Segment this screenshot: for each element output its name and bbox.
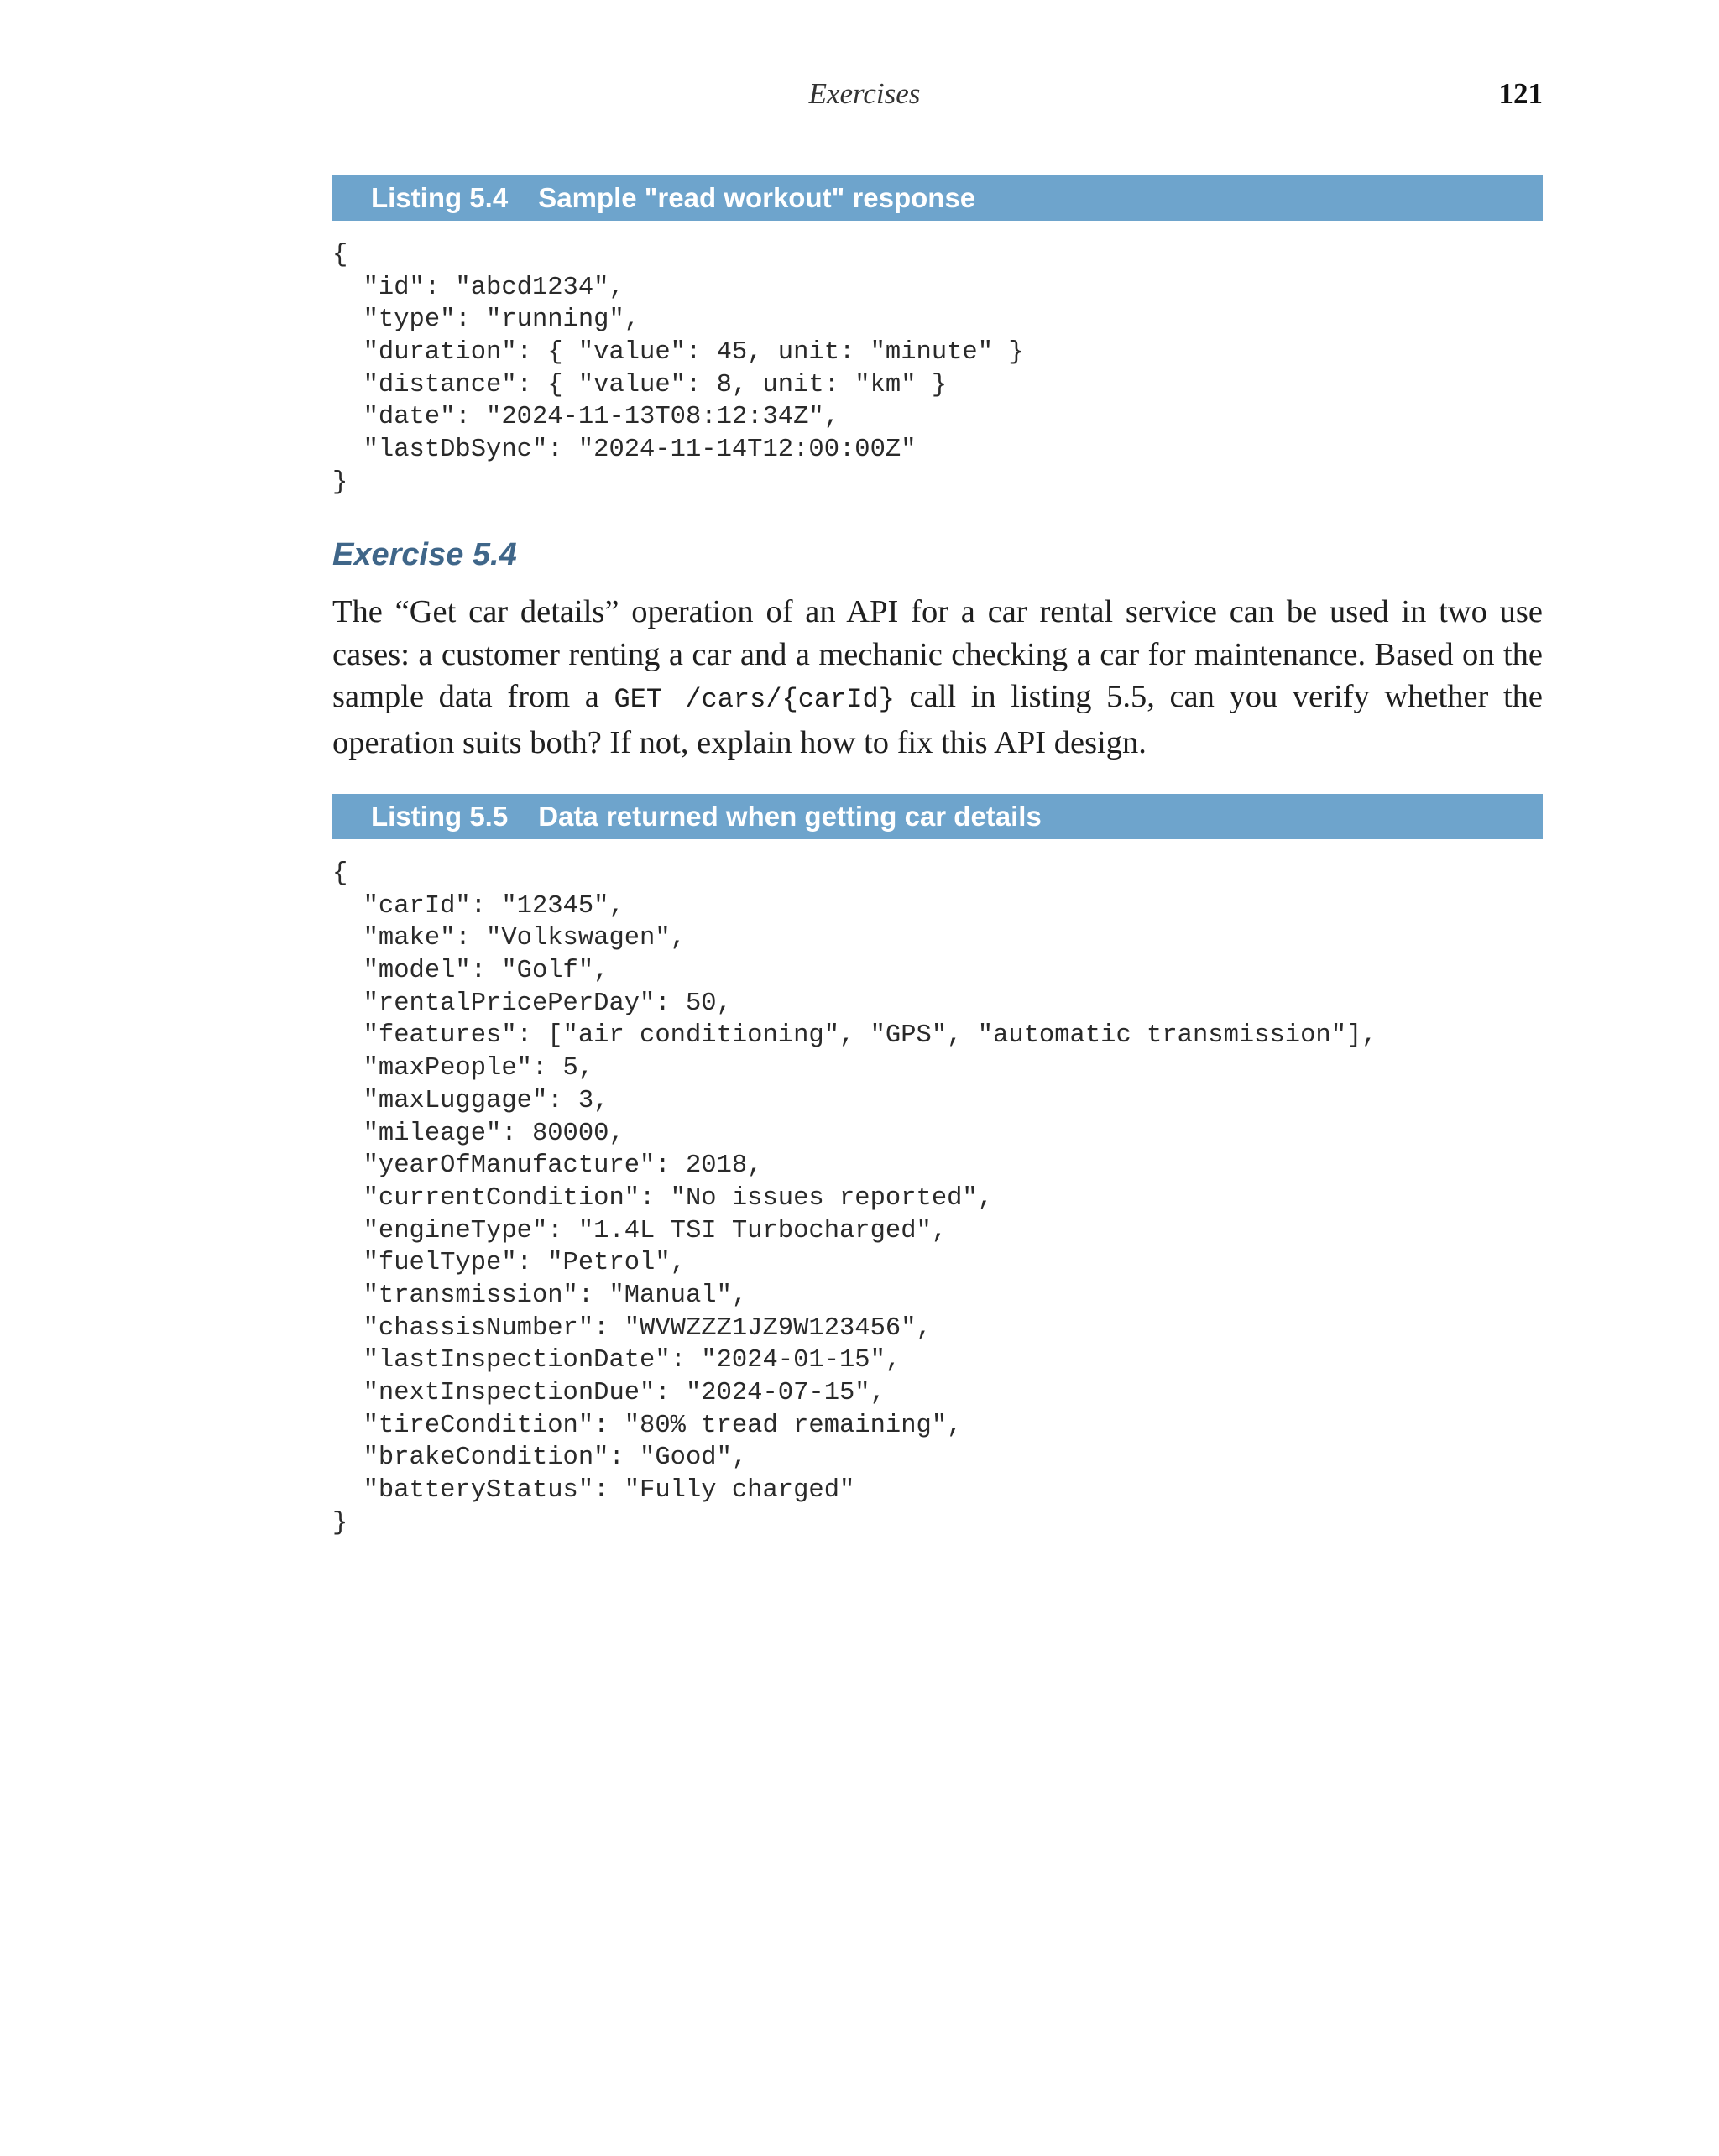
- listing-5-4-number: Listing 5.4: [371, 182, 509, 213]
- listing-5-5-title: Data returned when getting car details: [538, 801, 1042, 832]
- code-line: "chassisNumber": "WVWZZZ1JZ9W123456",: [332, 1313, 932, 1343]
- code-line: "make": "Volkswagen",: [332, 924, 686, 953]
- code-line: "tireCondition": "80% tread remaining",: [332, 1411, 963, 1440]
- code-line: "nextInspectionDue": "2024-07-15",: [332, 1379, 886, 1407]
- code-line: "yearOfManufacture": 2018,: [332, 1151, 763, 1181]
- listing-5-4-banner: [332, 175, 1543, 221]
- code-line: "lastInspectionDate": "2024-01-15",: [332, 1346, 901, 1376]
- code-line: {: [332, 241, 348, 269]
- code-line: "maxLuggage": 3,: [332, 1086, 609, 1115]
- code-line: "type": "running",: [332, 305, 640, 335]
- code-line: "engineType": "1.4L TSI Turbocharged",: [332, 1216, 948, 1245]
- listing-5-4-code: [332, 239, 1024, 499]
- code-line: "mileage": 80000,: [332, 1119, 624, 1148]
- listing-5-5-number: Listing 5.5: [371, 801, 509, 832]
- code-line: "batteryStatus": "Fully charged": [332, 1476, 855, 1506]
- code-line: "features": ["air conditioning", "GPS", "automatic transmission"],: [332, 1021, 1377, 1051]
- code-line: }: [332, 467, 348, 497]
- exercise-heading: Exercise 5.4: [332, 537, 517, 572]
- listing-5-5-code: [332, 858, 1377, 1539]
- code-line: "id": "abcd1234",: [332, 273, 624, 302]
- code-line: "rentalPricePerDay": 50,: [332, 989, 732, 1018]
- code-line: "maxPeople": 5,: [332, 1054, 594, 1083]
- listing-5-4-title: Sample "read workout" response: [538, 182, 976, 213]
- page-number: 121: [1498, 77, 1543, 110]
- listing-5-5-banner: [332, 794, 1543, 839]
- code-line: "carId": "12345",: [332, 891, 624, 921]
- code-line: }: [332, 1508, 348, 1537]
- exercise-text-before: The “Get car details” operation of an API for a car rental service can be used in two use cases: a customer renting a car and a mechanic checking a car for maintenance. Based on the sample data from a: [332, 594, 1543, 714]
- running-head: Exercises: [808, 77, 921, 110]
- code-line: {: [332, 859, 348, 888]
- code-line: "duration": { "value": 45, unit: "minute" }: [332, 338, 1024, 368]
- code-line: "distance": { "value": 8, unit: "km" }: [332, 370, 948, 399]
- code-line: "lastDbSync": "2024-11-14T12:00:00Z": [332, 436, 917, 465]
- code-line: "model": "Golf",: [332, 957, 609, 986]
- exercise-body: [332, 591, 1543, 764]
- code-line: "brakeCondition": "Good",: [332, 1443, 748, 1473]
- code-line: "fuelType": "Petrol",: [332, 1249, 686, 1278]
- code-line: "currentCondition": "No issues reported",: [332, 1183, 994, 1213]
- code-line: "date": "2024-11-13T08:12:34Z",: [332, 403, 839, 432]
- exercise-inline-code: GET /cars/{carId}: [614, 684, 895, 715]
- exercise-text-after: call in listing 5.5, can you verify whether the operation suits both? If not, explain how to fix this API design.: [332, 679, 1544, 760]
- code-line: "transmission": "Manual",: [332, 1281, 748, 1310]
